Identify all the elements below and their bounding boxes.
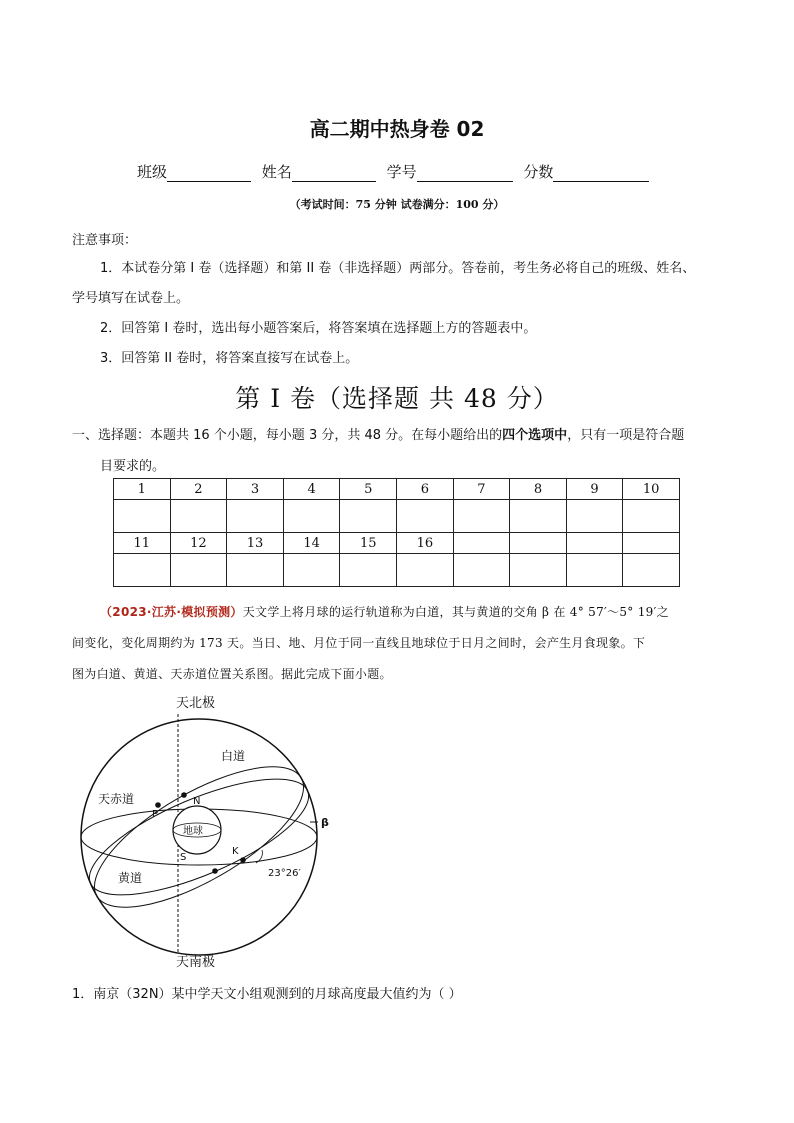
passage-source: （2023·江苏·模拟预测） bbox=[100, 605, 243, 619]
earth-label: 地球 bbox=[183, 826, 203, 837]
answer-cell[interactable] bbox=[623, 500, 680, 533]
question-number bbox=[566, 533, 623, 554]
answer-cell[interactable] bbox=[623, 554, 680, 587]
beta-label: β bbox=[321, 816, 329, 829]
notice-heading: 注意事项： bbox=[72, 233, 138, 248]
answer-cell[interactable] bbox=[566, 554, 623, 587]
part-intro-mid: 在每小题给出的 bbox=[411, 428, 503, 443]
question-number bbox=[510, 533, 567, 554]
question-number: 12 bbox=[170, 533, 227, 554]
point-n-dot bbox=[181, 792, 187, 798]
n-label: N bbox=[193, 796, 201, 807]
answer-cell[interactable] bbox=[114, 554, 171, 587]
answer-cell[interactable] bbox=[397, 554, 454, 587]
south-pole-label: 天南极 bbox=[176, 955, 216, 970]
question-number: 6 bbox=[397, 479, 454, 500]
k-label: K bbox=[232, 846, 239, 857]
part-intro-tail: ，只有一项是符合题 bbox=[567, 428, 685, 443]
question-number: 4 bbox=[283, 479, 340, 500]
answer-cell[interactable] bbox=[170, 554, 227, 587]
notice-list bbox=[72, 254, 732, 374]
notice-item-2: 2．回答第 I 卷时，选出每小题答案后，将答案填在选择题上方的答题表中。 bbox=[100, 321, 537, 336]
question-number: 7 bbox=[453, 479, 510, 500]
class-blank[interactable] bbox=[167, 165, 251, 182]
question-number: 11 bbox=[114, 533, 171, 554]
moon-path-label: 白道 bbox=[221, 749, 246, 763]
question-number bbox=[623, 533, 680, 554]
notice-item-3: 3．回答第 II 卷时，将答案直接写在试卷上。 bbox=[100, 351, 359, 366]
notice-item-1: 1．本试卷分第 I 卷（选择题）和第 II 卷（非选择题）两部分。答卷前，考生务必将自己的班级、姓名、 bbox=[100, 261, 696, 276]
answer-cell[interactable] bbox=[340, 554, 397, 587]
question-1: 1．南京（32N）某中学天文小组观测到的月球高度最大值约为（ ） bbox=[72, 987, 462, 1002]
passage-line-1: 天文学上将月球的运行轨道称为白道，其与黄道的交角 β 在 4° 57′～5° 19′之 bbox=[242, 605, 669, 619]
point-node-dot bbox=[212, 868, 218, 874]
celestial-equator-label: 天赤道 bbox=[98, 792, 135, 806]
score-label: 分数 bbox=[523, 163, 554, 181]
answer-number-row bbox=[114, 533, 680, 554]
answer-cell[interactable] bbox=[283, 554, 340, 587]
class-label: 班级 bbox=[137, 163, 168, 181]
section-heading: 第 I 卷（选择题 共 48 分） bbox=[235, 384, 559, 413]
question-number: 16 bbox=[397, 533, 454, 554]
question-number bbox=[453, 533, 510, 554]
passage-line-3: 图为白道、黄道、天赤道位置关系图。据此完成下面小题。 bbox=[72, 667, 392, 681]
part-intro-bold: 四个选项中 bbox=[502, 428, 568, 443]
answer-cell[interactable] bbox=[170, 500, 227, 533]
question-number: 3 bbox=[227, 479, 284, 500]
question-number: 9 bbox=[566, 479, 623, 500]
angle-label: 23°26′ bbox=[268, 868, 301, 879]
s-label: S bbox=[180, 852, 187, 863]
north-pole-label: 天北极 bbox=[176, 696, 216, 711]
name-blank[interactable] bbox=[292, 165, 376, 182]
student-id-label: 学号 bbox=[386, 163, 417, 181]
answer-cell[interactable] bbox=[510, 500, 567, 533]
answer-cell[interactable] bbox=[283, 500, 340, 533]
student-id-blank[interactable] bbox=[417, 165, 513, 182]
answer-cell[interactable] bbox=[453, 554, 510, 587]
question-number: 8 bbox=[510, 479, 567, 500]
answer-cell[interactable] bbox=[227, 500, 284, 533]
answer-cell[interactable] bbox=[397, 500, 454, 533]
answer-blank-row bbox=[114, 500, 680, 533]
answer-table bbox=[113, 478, 680, 587]
question-number: 13 bbox=[227, 533, 284, 554]
celestial-sphere-diagram bbox=[78, 690, 338, 976]
question-number: 5 bbox=[340, 479, 397, 500]
reading-passage bbox=[72, 597, 732, 690]
question-number: 2 bbox=[170, 479, 227, 500]
exam-meta: （考试时间：75 分钟 试卷满分：100 分） bbox=[289, 198, 505, 211]
answer-cell[interactable] bbox=[566, 500, 623, 533]
passage-line-2: 间变化，变化周期约为 173 天。当日、地、月位于同一直线且地球位于日月之间时，会产生月食现象。下 bbox=[72, 636, 646, 650]
answer-cell[interactable] bbox=[340, 500, 397, 533]
part-intro-lead: 一、选择题：本题共 16 个小题，每小题 3 分，共 48 分。 bbox=[72, 428, 412, 443]
question-number: 10 bbox=[623, 479, 680, 500]
ecliptic-label: 黄道 bbox=[118, 871, 143, 885]
question-number: 1 bbox=[114, 479, 171, 500]
student-info-row bbox=[137, 161, 655, 182]
point-k-dot bbox=[240, 857, 246, 863]
question-number: 14 bbox=[283, 533, 340, 554]
answer-cell[interactable] bbox=[114, 500, 171, 533]
answer-cell[interactable] bbox=[227, 554, 284, 587]
answer-cell[interactable] bbox=[453, 500, 510, 533]
question-number: 15 bbox=[340, 533, 397, 554]
name-label: 姓名 bbox=[261, 163, 292, 181]
page-title: 高二期中热身卷 02 bbox=[309, 117, 485, 141]
answer-number-row bbox=[114, 479, 680, 500]
answer-blank-row bbox=[114, 554, 680, 587]
notice-item-1-cont: 学号填写在试卷上。 bbox=[72, 291, 190, 306]
point-p-dot bbox=[155, 802, 161, 808]
part-intro bbox=[72, 420, 732, 482]
score-blank[interactable] bbox=[553, 165, 649, 182]
answer-cell[interactable] bbox=[510, 554, 567, 587]
p-label: P bbox=[152, 809, 159, 820]
part-intro-line2: 目要求的。 bbox=[100, 459, 166, 474]
